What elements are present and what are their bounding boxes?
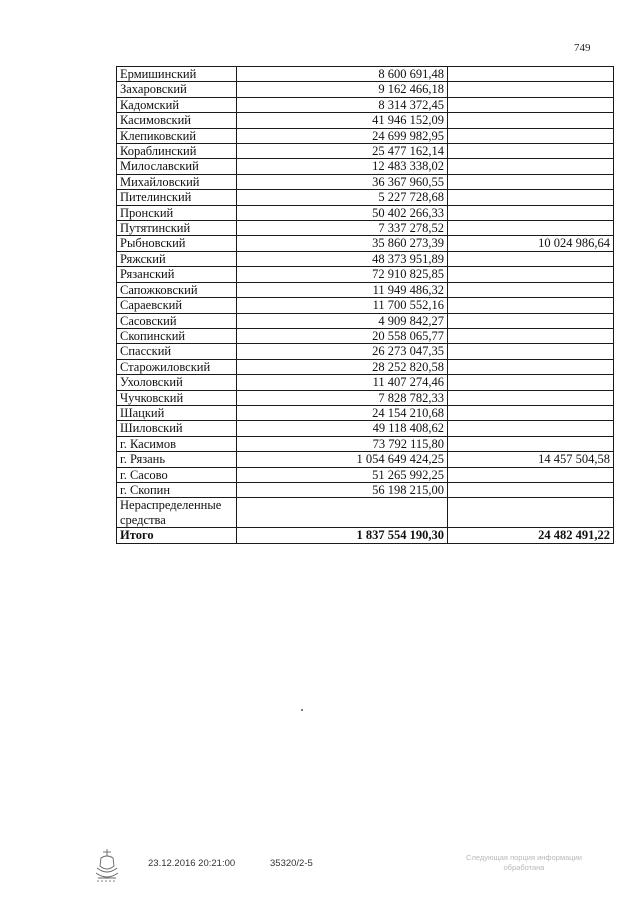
name-cell: Клепиковский <box>117 128 237 143</box>
name-cell: Шацкий <box>117 405 237 420</box>
amount-extra-cell <box>448 359 614 374</box>
stamp-line-2: обработана <box>503 863 545 872</box>
total-row <box>117 528 614 543</box>
amount-extra-cell <box>448 375 614 390</box>
amount-cell: 28 252 820,58 <box>237 359 448 374</box>
name-cell: г. Сасово <box>117 467 237 482</box>
name-cell: Сараевский <box>117 298 237 313</box>
amount-extra-cell <box>448 221 614 236</box>
name-cell: г. Скопин <box>117 482 237 497</box>
name-cell: Скопинский <box>117 328 237 343</box>
table-row <box>117 267 614 282</box>
amount-cell: 24 699 982,95 <box>237 128 448 143</box>
name-cell: Захаровский <box>117 82 237 97</box>
amount-extra-cell <box>448 344 614 359</box>
table-row <box>117 67 614 82</box>
amount-extra-cell <box>448 113 614 128</box>
amount-extra-cell <box>448 159 614 174</box>
amount-extra-cell <box>448 97 614 112</box>
amount-cell: 36 367 960,55 <box>237 174 448 189</box>
name-cell: Кадомский <box>117 97 237 112</box>
amount-extra-cell <box>448 436 614 451</box>
amount-cell: 25 477 162,14 <box>237 144 448 159</box>
name-cell: Спасский <box>117 344 237 359</box>
amount-extra-cell <box>448 251 614 266</box>
table-row <box>117 390 614 405</box>
amount-extra-cell <box>448 421 614 436</box>
amount-cell: 11 407 274,46 <box>237 375 448 390</box>
name-cell: Ермишинский <box>117 67 237 82</box>
name-cell: Сасовский <box>117 313 237 328</box>
amount-cell: 7 828 782,33 <box>237 390 448 405</box>
amount-cell: 12 483 338,02 <box>237 159 448 174</box>
name-cell: Чучковский <box>117 390 237 405</box>
amount-cell: 1 054 649 424,25 <box>237 452 448 467</box>
amount-extra-cell <box>448 405 614 420</box>
table-row <box>117 452 614 467</box>
amount-cell: 50 402 266,33 <box>237 205 448 220</box>
amount-cell: 73 792 115,80 <box>237 436 448 451</box>
name-cell: Шиловский <box>117 421 237 436</box>
amount-cell: 1 837 554 190,30 <box>237 528 448 543</box>
amount-extra-cell <box>448 267 614 282</box>
amount-extra-cell <box>448 498 614 528</box>
table-row <box>117 113 614 128</box>
table-row <box>117 482 614 497</box>
amount-extra-cell <box>448 190 614 205</box>
table-row <box>117 405 614 420</box>
name-cell: Старожиловский <box>117 359 237 374</box>
table-row <box>117 190 614 205</box>
amount-extra-cell <box>448 313 614 328</box>
name-cell: Михайловский <box>117 174 237 189</box>
emblem-icon <box>92 846 122 884</box>
amount-cell: 8 600 691,48 <box>237 67 448 82</box>
table-row <box>117 344 614 359</box>
amount-cell: 35 860 273,39 <box>237 236 448 251</box>
table-row <box>117 144 614 159</box>
stray-dot <box>301 709 303 711</box>
name-cell: Нераспределенные средства <box>117 498 237 528</box>
name-cell: Путятинский <box>117 221 237 236</box>
amount-cell: 56 198 215,00 <box>237 482 448 497</box>
amount-extra-cell <box>448 205 614 220</box>
table-row <box>117 298 614 313</box>
amount-cell: 8 314 372,45 <box>237 97 448 112</box>
table-row <box>117 436 614 451</box>
name-cell: Кораблинский <box>117 144 237 159</box>
amount-cell: 26 273 047,35 <box>237 344 448 359</box>
amount-cell: 11 700 552,16 <box>237 298 448 313</box>
name-cell: г. Касимов <box>117 436 237 451</box>
page-number: 749 <box>574 42 591 54</box>
amount-extra-cell <box>448 82 614 97</box>
amount-cell: 49 118 408,62 <box>237 421 448 436</box>
table-row <box>117 128 614 143</box>
name-cell: Рыбновский <box>117 236 237 251</box>
amount-cell: 4 909 842,27 <box>237 313 448 328</box>
name-cell: Пронский <box>117 205 237 220</box>
amount-cell: 9 162 466,18 <box>237 82 448 97</box>
amount-cell: 41 946 152,09 <box>237 113 448 128</box>
table-row <box>117 221 614 236</box>
name-cell: Ухоловский <box>117 375 237 390</box>
amount-cell: 7 337 278,52 <box>237 221 448 236</box>
name-cell: Пителинский <box>117 190 237 205</box>
amount-extra-cell: 10 024 986,64 <box>448 236 614 251</box>
table-row <box>117 205 614 220</box>
table-row <box>117 375 614 390</box>
budget-table <box>116 66 614 544</box>
amount-extra-cell <box>448 67 614 82</box>
name-cell: Ряжский <box>117 251 237 266</box>
table-row <box>117 467 614 482</box>
footer-timestamp: 23.12.2016 20:21:00 <box>148 858 236 869</box>
amount-extra-cell <box>448 128 614 143</box>
amount-extra-cell <box>448 482 614 497</box>
table-row <box>117 282 614 297</box>
amount-extra-cell <box>448 467 614 482</box>
name-cell: Рязанский <box>117 267 237 282</box>
table-row <box>117 251 614 266</box>
name-cell: Итого <box>117 528 237 543</box>
footer-doc-id: 35320/2-5 <box>270 858 313 869</box>
watermark-stamp <box>444 853 604 873</box>
amount-cell: 11 949 486,32 <box>237 282 448 297</box>
name-cell: Касимовский <box>117 113 237 128</box>
amount-cell: 5 227 728,68 <box>237 190 448 205</box>
amount-extra-cell <box>448 174 614 189</box>
table-row <box>117 328 614 343</box>
amount-cell <box>237 498 448 528</box>
table-body <box>117 67 614 544</box>
amount-cell: 24 154 210,68 <box>237 405 448 420</box>
amount-extra-cell: 14 457 504,58 <box>448 452 614 467</box>
name-cell: г. Рязань <box>117 452 237 467</box>
stamp-line-1: Следующая порция информации <box>466 853 582 862</box>
amount-extra-cell <box>448 282 614 297</box>
amount-extra-cell <box>448 390 614 405</box>
amount-extra-cell <box>448 328 614 343</box>
amount-extra-cell <box>448 298 614 313</box>
amount-extra-cell <box>448 144 614 159</box>
amount-cell: 48 373 951,89 <box>237 251 448 266</box>
amount-extra-cell: 24 482 491,22 <box>448 528 614 543</box>
table-row <box>117 97 614 112</box>
table-row <box>117 159 614 174</box>
amount-cell: 51 265 992,25 <box>237 467 448 482</box>
amount-cell: 72 910 825,85 <box>237 267 448 282</box>
table-row <box>117 174 614 189</box>
name-cell: Сапожковский <box>117 282 237 297</box>
table-row <box>117 359 614 374</box>
table-row <box>117 313 614 328</box>
table-row <box>117 82 614 97</box>
table-row <box>117 498 614 528</box>
table-row <box>117 421 614 436</box>
amount-cell: 20 558 065,77 <box>237 328 448 343</box>
name-cell: Милославский <box>117 159 237 174</box>
table-row <box>117 236 614 251</box>
